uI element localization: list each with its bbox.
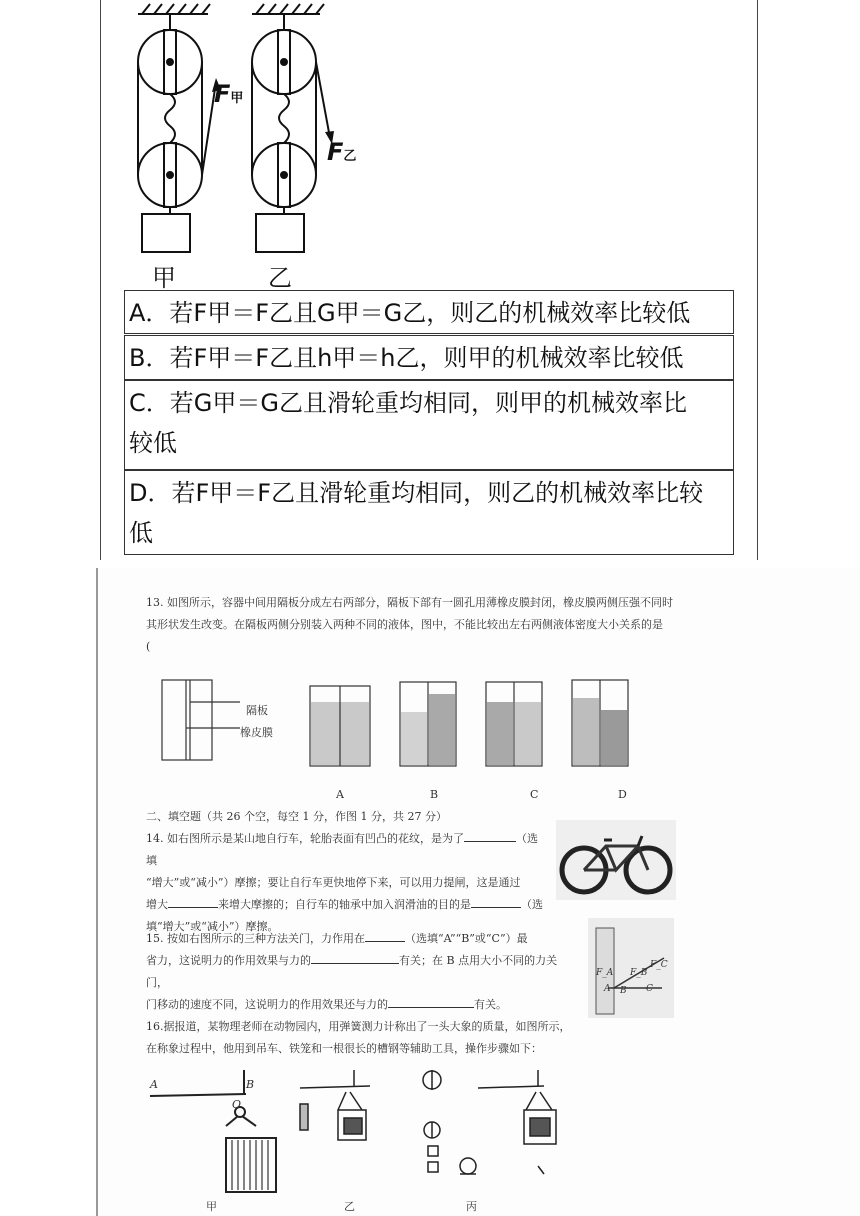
q16-figures [140,1066,580,1196]
lever-label-b: B [246,1078,255,1091]
label-jia: 甲 [152,264,176,292]
door-label-fb: F_B [630,968,648,978]
weight-left [142,214,190,252]
bicycle-image [556,820,676,900]
weight-right [256,214,304,252]
choice-c: C [530,788,539,801]
pulley-figure [120,0,360,290]
force-left-label: F甲 [214,80,244,108]
choice-d: D [618,788,627,801]
option-b[interactable]: B．若F甲＝F乙且h甲＝h乙，则甲的机械效率比较低 [124,335,734,380]
ceiling-right [252,4,324,14]
caption-yi: 乙 [344,1200,355,1213]
label-partition: 隔板 [246,704,268,717]
label-yi: 乙 [268,264,292,292]
caption-bing: 丙 [466,1200,477,1213]
door-label-c: C [646,984,653,994]
lever-label-a: A [150,1078,158,1091]
q14-text: 14. 如右图所示是某山地自行车，轮胎表面有凹凸的花纹，是为了 （选填 “增大”或“减小”）摩擦；要让自行车更快地停下来，可以用力提闸，这是通过 增大 来增大摩擦的；自行车的轴承中加入润滑油的目的是 （选 填“增大”或“减小”）摩擦。 [146,832,543,933]
door-label-a: A [604,984,611,994]
lever-label-o: O [232,1098,242,1111]
q15-text: 15. 按如右图所示的三种方法关门，力作用在 （选填“A”“B”或“C”）最 省力，这说明力的作用效果与力的 有关；在 B 点用大小不同的力关门， 门移动的速度不同，这说明力的作用效果还与力的 有关。 [146,932,558,1011]
door-label-fc: F_C [650,960,668,970]
caption-jia: 甲 [206,1200,217,1213]
option-c[interactable]: C．若G甲＝G乙且滑轮重均相同，则甲的机械效率比 较低 [124,380,734,470]
option-a[interactable]: A．若F甲＝F乙且G甲＝G乙，则乙的机械效率比较低 [124,290,734,334]
fixed-pulley-left [138,14,202,94]
door-label-b: B [620,986,627,996]
choice-b: B [430,788,439,801]
force-right-label: F乙 [327,138,357,166]
label-membrane: 橡皮膜 [240,726,273,739]
choice-a: A [336,788,344,801]
section-2-heading: 二、填空题（共 26 个空，每空 1 分，作图 1 分，共 27 分） [146,810,447,823]
q13-containers [150,672,650,792]
option-d[interactable]: D．若F甲＝F乙且滑轮重均相同，则乙的机械效率比较 低 [124,470,734,555]
door-label-fa: F_A [596,968,614,978]
q13-text: 13. 如图所示，容器中间用隔板分成左右两部分，隔板下部有一圆孔用薄橡皮膜封闭，橡皮膜两侧压强不同时 其形状发生改变。在隔板两侧分别装入两种不同的液体，图中，不能比较出左右两侧液体密度大小关系的是 ( [146,596,673,653]
fixed-pulley-right [252,14,316,94]
q16-text: 16.据报道，某物理老师在动物园内，用弹簧测力计称出了一头大象的质量，如图所示， 在称象过程中，他用到吊车、铁笼和一根很长的槽钢等辅助工具，操作步骤如下： [146,1020,571,1055]
ceiling-left [138,4,210,14]
